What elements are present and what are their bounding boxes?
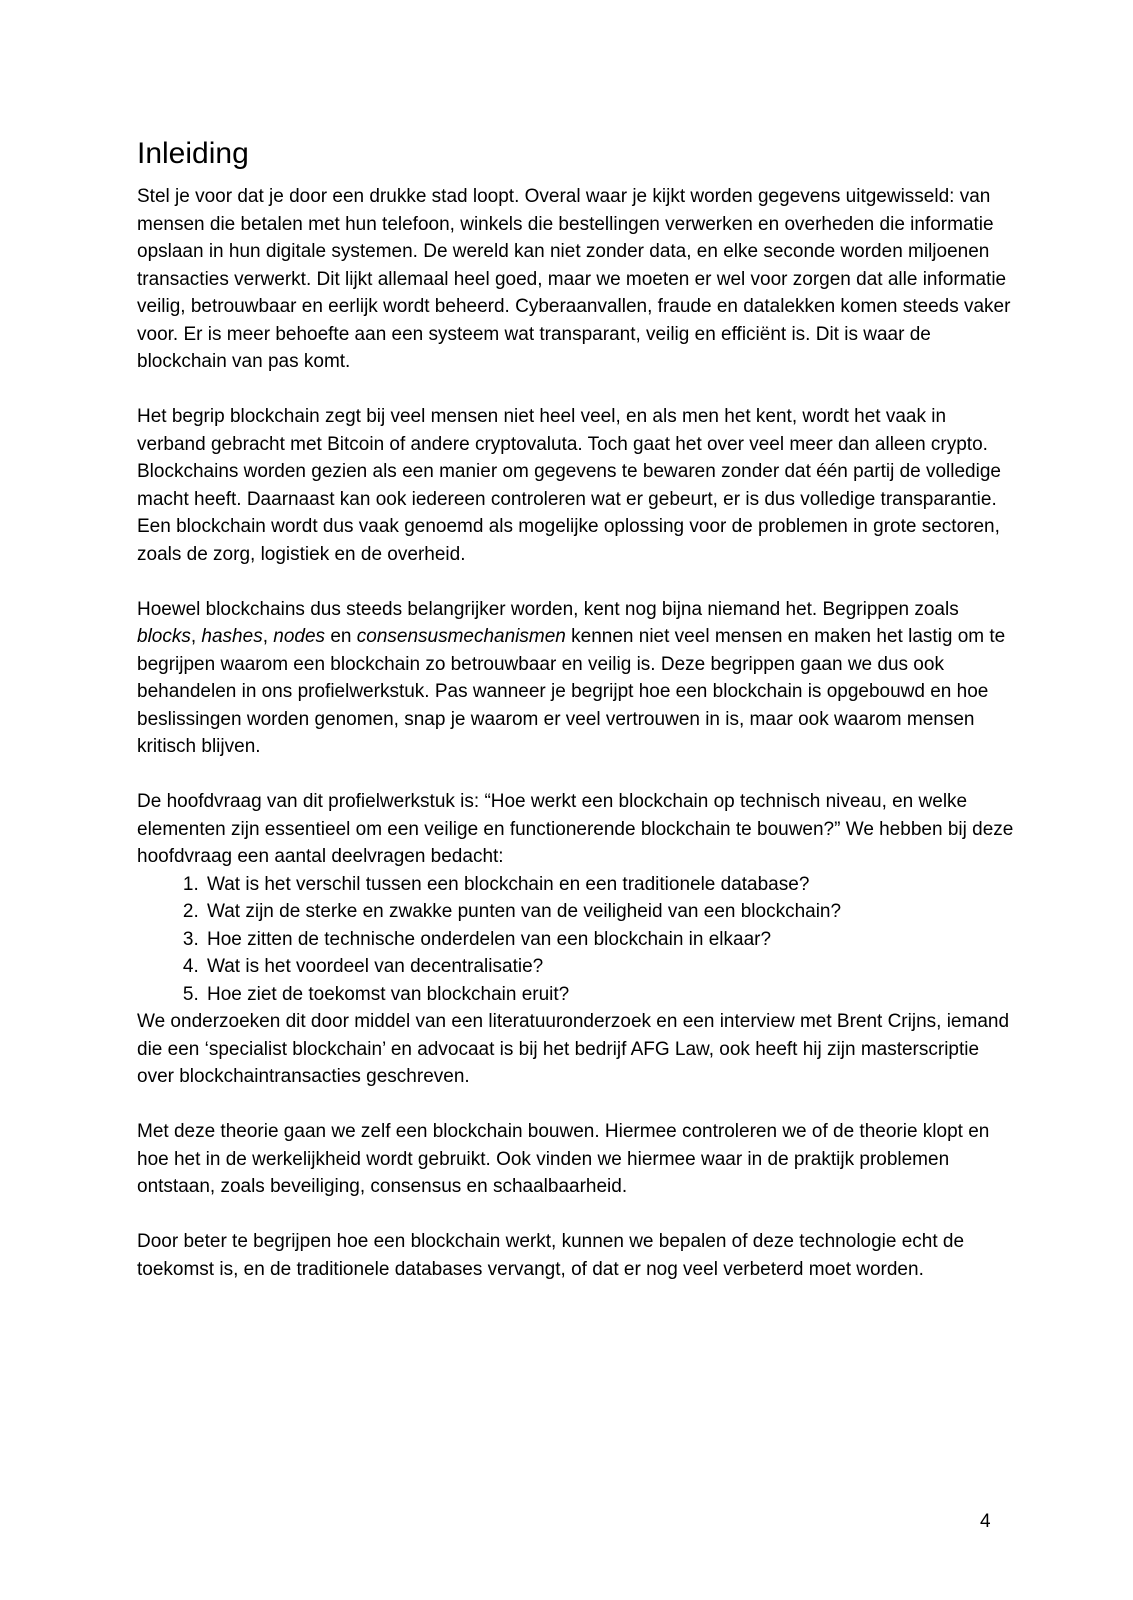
- subquestion-item: 4. Wat is het voordeel van decentralisatie?: [204, 953, 1017, 981]
- paragraph-blockchain-concept: Het begrip blockchain zegt bij veel mensen niet heel veel, en als men het kent, wordt het vaak in verband gebracht met Bitcoin of andere cryptovaluta. Toch gaat het over veel meer dan alleen crypto. Blockchains worden gezien als een manier om gegevens te bewaren zonder dat één partij de volledige macht heeft. Daarnaast kan ook iedereen controleren wat er gebeurt, er is dus volledige transparantie. Een blockchain wordt dus vaak genoemd als mogelijke oplossing voor de problemen in grote sectoren, zoals de zorg, logistiek en de overheid.: [137, 406, 1001, 565]
- term-hashes: hashes: [201, 626, 263, 647]
- text-run: en: [325, 626, 357, 647]
- term-nodes: nodes: [273, 626, 326, 647]
- subquestion-item: 5. Hoe ziet de toekomst van blockchain eruit?: [204, 981, 1017, 1009]
- page-number: 4: [980, 1511, 991, 1532]
- page-content: [137, 137, 1017, 1311]
- term-blocks: blocks: [137, 626, 191, 647]
- text-run: Hoewel blockchains dus steeds belangrijker worden, kent nog bijna niemand het. Begrippen zoals: [137, 598, 959, 620]
- section-heading: Inleiding: [137, 137, 249, 170]
- paragraph-conclusion: Door beter te begrijpen hoe een blockchain werkt, kunnen we bepalen of deze technologie echt de toekomst is, en de traditionele databases vervangt, of dat er nog veel verbeterd moet worden.: [137, 1231, 965, 1280]
- paragraph-build: Met deze theorie gaan we zelf een blockchain bouwen. Hiermee controleren we of de theorie klopt en hoe het in de werkelijkheid wordt gebruikt. Ook vinden we hiermee waar in de praktijk problemen ontstaan, zoals beveiliging, consensus en schaalbaarheid.: [137, 1121, 990, 1197]
- paragraph-intro: Stel je voor dat je door een drukke stad loopt. Overal waar je kijkt worden gegevens uitgewisseld: van mensen die betalen met hun telefoon, winkels die bestellingen verwerken en overheden die informatie opslaan in hun digitale systemen. De wereld kan niet zonder data, en elke seconde worden miljoenen transacties verwerkt. Dit lijkt allemaal heel goed, maar we moeten er wel voor zorgen dat alle informatie veilig, betrouwbaar en eerlijk wordt beheerd. Cyberaanvallen, fraude en datalekken komen steeds vaker voor. Er is meer behoefte aan een systeem wat transparant, veilig en efficiënt is. Dit is waar de blockchain van pas komt.: [137, 186, 1011, 372]
- text-run: ,: [190, 626, 202, 647]
- subquestion-item: 3. Hoe zitten de technische onderdelen van een blockchain in elkaar?: [204, 926, 1017, 954]
- paragraph-method: We onderzoeken dit door middel van een literatuuronderzoek en een interview met Brent Crijns, iemand die een ‘specialist blockchain’ en advocaat is bij het bedrijf AFG Law, ook heeft hij zijn masterscriptie over blockchaintransacties geschreven.: [137, 1011, 1010, 1087]
- text-run: ,: [262, 626, 274, 647]
- subquestion-list: [137, 871, 1017, 1009]
- paragraph-main-question: De hoofdvraag van dit profielwerkstuk is: “Hoe werkt een blockchain op technisch niveau, en welke elementen zijn essentieel om een veilige en functionerende blockchain te bouwen?” We hebben bij deze hoofdvraag een aantal deelvragen bedacht:: [137, 791, 1014, 867]
- term-consensusmechanismen: consensusmechanismen: [356, 626, 566, 647]
- text-run: kennen niet veel mensen en maken het lastig om te begrijpen waarom een blockchain zo betrouwbaar en veilig is. Deze begrippen gaan we dus ook behandelen in ons profielwerkstuk. Pas wanneer je begrijpt hoe een blockchain is opgebouwd en hoe beslissingen worden genomen, snap je waarom er veel vertrouwen in is, maar ook waarom mensen kritisch blijven.: [137, 626, 1006, 757]
- paragraph-terminology: [137, 596, 1017, 761]
- subquestion-item: 1. Wat is het verschil tussen een blockchain en een traditionele database?: [204, 871, 1017, 899]
- subquestion-item: 2. Wat zijn de sterke en zwakke punten van de veiligheid van een blockchain?: [204, 898, 1017, 926]
